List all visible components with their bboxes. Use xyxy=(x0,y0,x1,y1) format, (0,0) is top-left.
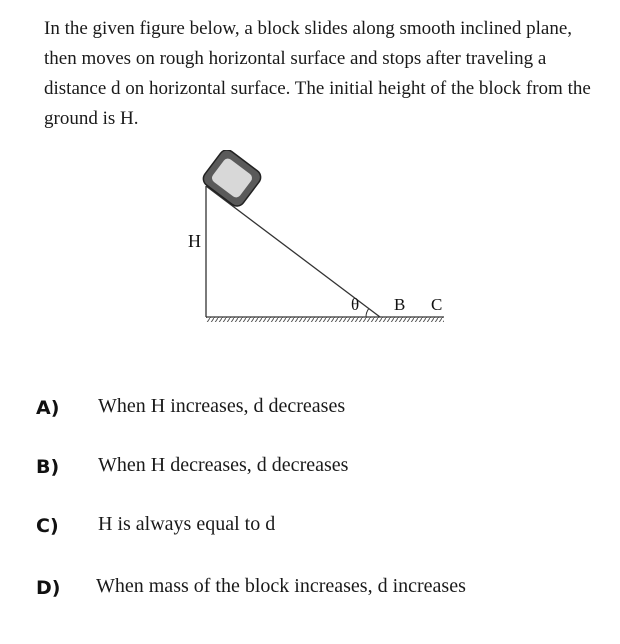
option-b[interactable] xyxy=(0,452,620,484)
option-text: When H decreases, d decreases xyxy=(98,454,349,476)
option-a[interactable] xyxy=(0,393,620,425)
question-text: In the given figure below, a block slides along smooth inclined plane, then moves on rough horizontal surface and stops after traveling a distance d on horizontal surface. The initial height of the block from the ground is H. xyxy=(44,18,591,129)
incline-diagram xyxy=(170,150,460,330)
option-letter: A) xyxy=(36,397,60,419)
sliding-block xyxy=(200,150,264,209)
height-label: H xyxy=(188,231,201,251)
angle-arc xyxy=(366,309,369,317)
option-c[interactable] xyxy=(0,511,620,543)
ground-hatching xyxy=(206,317,444,322)
angle-label: θ xyxy=(351,295,360,314)
option-d[interactable] xyxy=(0,573,620,605)
point-b-label: B xyxy=(394,295,406,314)
option-text: H is always equal to d xyxy=(98,513,276,535)
point-c-label: C xyxy=(431,295,443,314)
option-letter: C) xyxy=(36,515,59,537)
option-text: When H increases, d decreases xyxy=(98,395,346,417)
incline-figure xyxy=(170,150,460,330)
option-text: When mass of the block increases, d increases xyxy=(96,575,466,597)
option-letter: B) xyxy=(36,456,60,478)
option-letter: D) xyxy=(36,577,61,599)
